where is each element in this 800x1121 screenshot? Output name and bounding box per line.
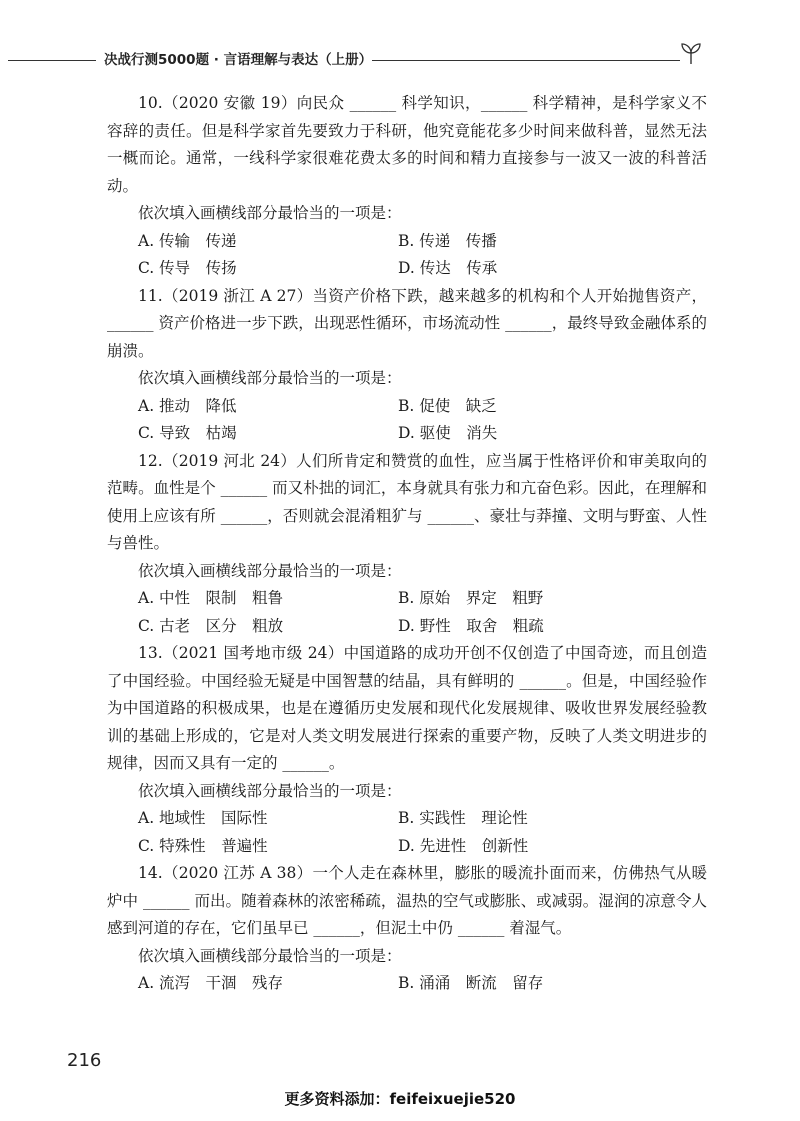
question-prompt: 依次填入画横线部分最恰当的一项是：: [138, 369, 402, 387]
header-rule-right: [372, 60, 680, 61]
page-header: [0, 46, 800, 74]
option-b: B. 原始 界定 粗野: [398, 589, 544, 607]
question-stem: 11.（2019 浙江 A 27）当资产价格下跌，越来越多的机构和个人开始抛售资产，______ 资产价格进一步下跌，出现恶性循环，市场流动性 ______，最终导致金融体系的崩溃。: [107, 286, 707, 360]
option-b: B. 涌涌 断流 留存: [398, 974, 544, 992]
question-stem: 14.（2020 江苏 A 38）一个人走在森林里，膨胀的暖流扑面而来，仿佛热气从暖炉中 ______ 而出。随着森林的浓密稀疏，温热的空气或膨胀、或减弱。湿润的凉意令人感到河道的存在，它们虽早已 ______，但泥土中仍 ______ 着湿气。: [107, 864, 707, 937]
sprout-icon: [678, 40, 704, 66]
question-stem: 13.（2021 国考地市级 24）中国道路的成功开创不仅创造了中国奇迹，而且创造了中国经验。中国经验无疑是中国智慧的结晶，具有鲜明的 ______。但是，中国经验作为中国道路的积极成果，也是在遵循历史发展和现代化发展规律、吸收世界发展经验教训的基础上形成的，它是对人类文明发展进行探索的重要产物，反映了人类文明进步的规律，因而又具有一定的 ______。: [107, 644, 707, 772]
question-prompt: 依次填入画横线部分最恰当的一项是：: [138, 561, 402, 580]
option-c: C. 特殊性 普遍性: [138, 836, 268, 855]
option-list: [107, 805, 707, 860]
option-d: D. 驱使 消失: [398, 424, 498, 442]
option-d: D. 传达 传承: [398, 259, 498, 277]
option-a: A. 中性 限制 粗鲁: [138, 589, 284, 607]
question-stem: 12.（2019 河北 24）人们所肯定和赞赏的血性，应当属于性格评价和审美取向的范畴。血性是个 ______ 而又朴拙的词汇，本身就具有张力和亢奋色彩。因此，在理解和使用上应该有所 ______，否则就会混淆粗犷与 ______、豪壮与莽撞、文明与野蛮、人性与兽性。: [107, 451, 707, 552]
option-a: A. 传输 传递: [138, 231, 237, 250]
question-prompt: 依次填入画横线部分最恰当的一项是：: [138, 946, 402, 965]
book-title: 决战行测5000题 · 言语理解与表达（上册）: [104, 52, 373, 68]
option-b: B. 实践性 理论性: [398, 809, 528, 827]
question-prompt: 依次填入画横线部分最恰当的一项是：: [138, 781, 402, 800]
option-c: C. 古老 区分 粗放: [138, 616, 284, 635]
option-d: D. 野性 取舍 粗疏: [398, 616, 544, 635]
option-a: A. 地域性 国际性: [138, 809, 268, 827]
question-list: [107, 90, 707, 998]
question-item: [107, 448, 707, 641]
option-list: [107, 228, 707, 283]
question-item: [107, 283, 707, 448]
question-item: [107, 860, 707, 998]
question-stem: 10.（2020 安徽 19）向民众 ______ 科学知识，______ 科学精神，是科学家义不容辞的责任。但是科学家首先要致力于科研，他究竟能花多少时间来做科普，显然无法一概而论。通常，一线科学家很难花费太多的时间和精力直接参与一波又一波的科普活动。: [107, 94, 707, 195]
option-a: A. 推动 降低: [138, 396, 237, 415]
question-prompt: 依次填入画横线部分最恰当的一项是：: [138, 204, 402, 222]
option-b: B. 传递 传播: [398, 231, 497, 250]
question-item: [107, 640, 707, 860]
page-number: 216: [67, 1050, 102, 1071]
option-list: [107, 970, 707, 998]
option-list: [107, 585, 707, 640]
option-d: D. 先进性 创新性: [398, 836, 529, 855]
footer-note: 更多资料添加：feifeixuejie520: [284, 1090, 516, 1108]
option-b: B. 促使 缺乏: [398, 396, 497, 415]
question-item: [107, 90, 707, 283]
option-c: C. 传导 传扬: [138, 259, 237, 277]
option-c: C. 导致 枯竭: [138, 424, 237, 442]
option-list: [107, 393, 707, 448]
header-rule-left: [8, 60, 96, 61]
option-a: A. 流泻 干涸 残存: [138, 974, 284, 992]
